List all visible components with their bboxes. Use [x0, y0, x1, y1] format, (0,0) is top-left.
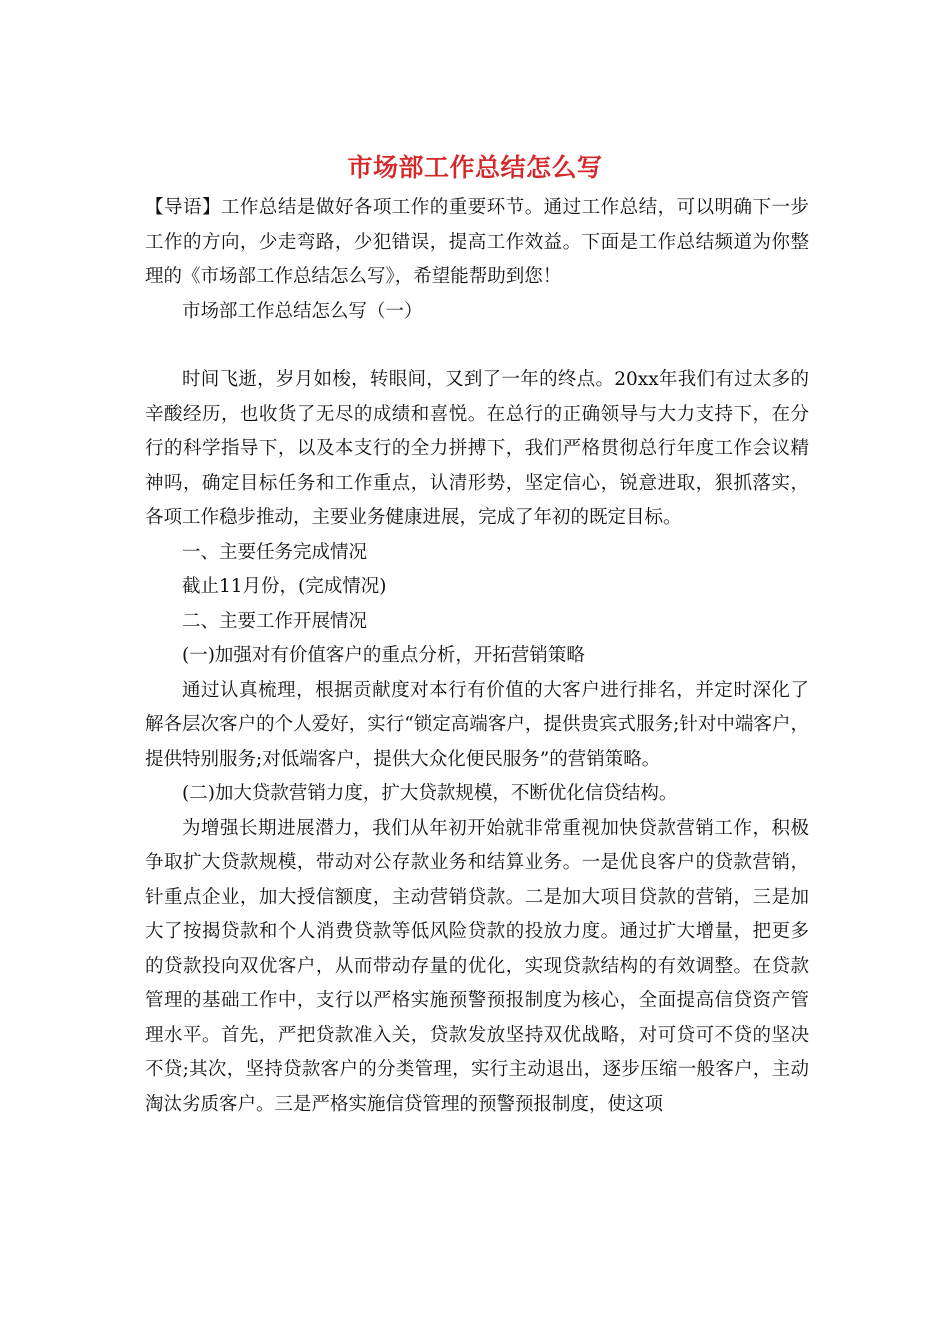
document-title: 市场部工作总结怎么写 [347, 153, 603, 182]
blank-line [145, 329, 809, 363]
intro-paragraph: 【导语】工作总结是做好各项工作的重要环节。通过工作总结，可以明确下一步工作的方向，少走弯路，少犯错误，提高工作效益。下面是工作总结频道为你整理的《市场部工作总结怎么写》，希望能帮助到您！ [145, 197, 809, 287]
body-paragraph: 为增强长期进展潜力，我们从年初开始就非常重视加快贷款营销工作，积极争取扩大贷款规模，带动对公存款业务和结算业务。一是优良客户的贷款营销，针重点企业，加大授信额度，主动营销贷款。二是加大项目贷款的营销，三是加大了按揭贷款和个人消费贷款等低风险贷款的投放力度。通过扩大增量，把更多的贷款投向双优客户，从而带动存量的优化，实现贷款结构的有效调整。在贷款管理的基础工作中，支行以严格实施预警预报制度为核心，全面提高信贷资产管理水平。首先，严把贷款准入关，贷款发放坚持双优战略，对可贷可不贷的坚决不贷;其次，坚持贷款客户的分类管理，实行主动退出，逐步压缩一般客户，主动淘汰劣质客户。三是严格实施信贷管理的预警预报制度，使这项 [145, 817, 809, 1115]
section-heading: 二、主要工作开展情况 [182, 610, 368, 632]
body-paragraph: 截止11月份，(完成情况) [182, 576, 387, 597]
body-paragraph: 通过认真梳理，根据贡献度对本行有价值的大客户进行排名，并定时深化了解各层次客户的个人爱好，实行“锁定高端客户，提供贵宾式服务;针对中端客户，提供特别服务;对低端客户，提供大众化便民服务”的营销策略。 [145, 679, 809, 770]
section-subtitle: 市场部工作总结怎么写（一） [182, 300, 423, 322]
subsection-heading: (一)加强对有价值客户的重点分析，开拓营销策略 [182, 645, 585, 666]
section-heading: 一、主要任务完成情况 [182, 541, 368, 563]
document-body [145, 191, 809, 1122]
body-paragraph: 时间飞逝，岁月如梭，转眼间，又到了一年的终点。20xx年我们有过太多的辛酸经历，也收货了无尽的成绩和喜悦。在总行的正确领导与大力支持下，在分行的科学指导下，以及本支行的全力拼搏下，我们严格贯彻总行年度工作会议精神吗，确定目标任务和工作重点，认清形势，坚定信心，锐意进取，狠抓落实，各项工作稳步推动，主要业务健康进展，完成了年初的既定目标。 [145, 369, 809, 528]
subsection-heading: (二)加大贷款营销力度，扩大贷款规模，不断优化信贷结构。 [182, 783, 678, 804]
